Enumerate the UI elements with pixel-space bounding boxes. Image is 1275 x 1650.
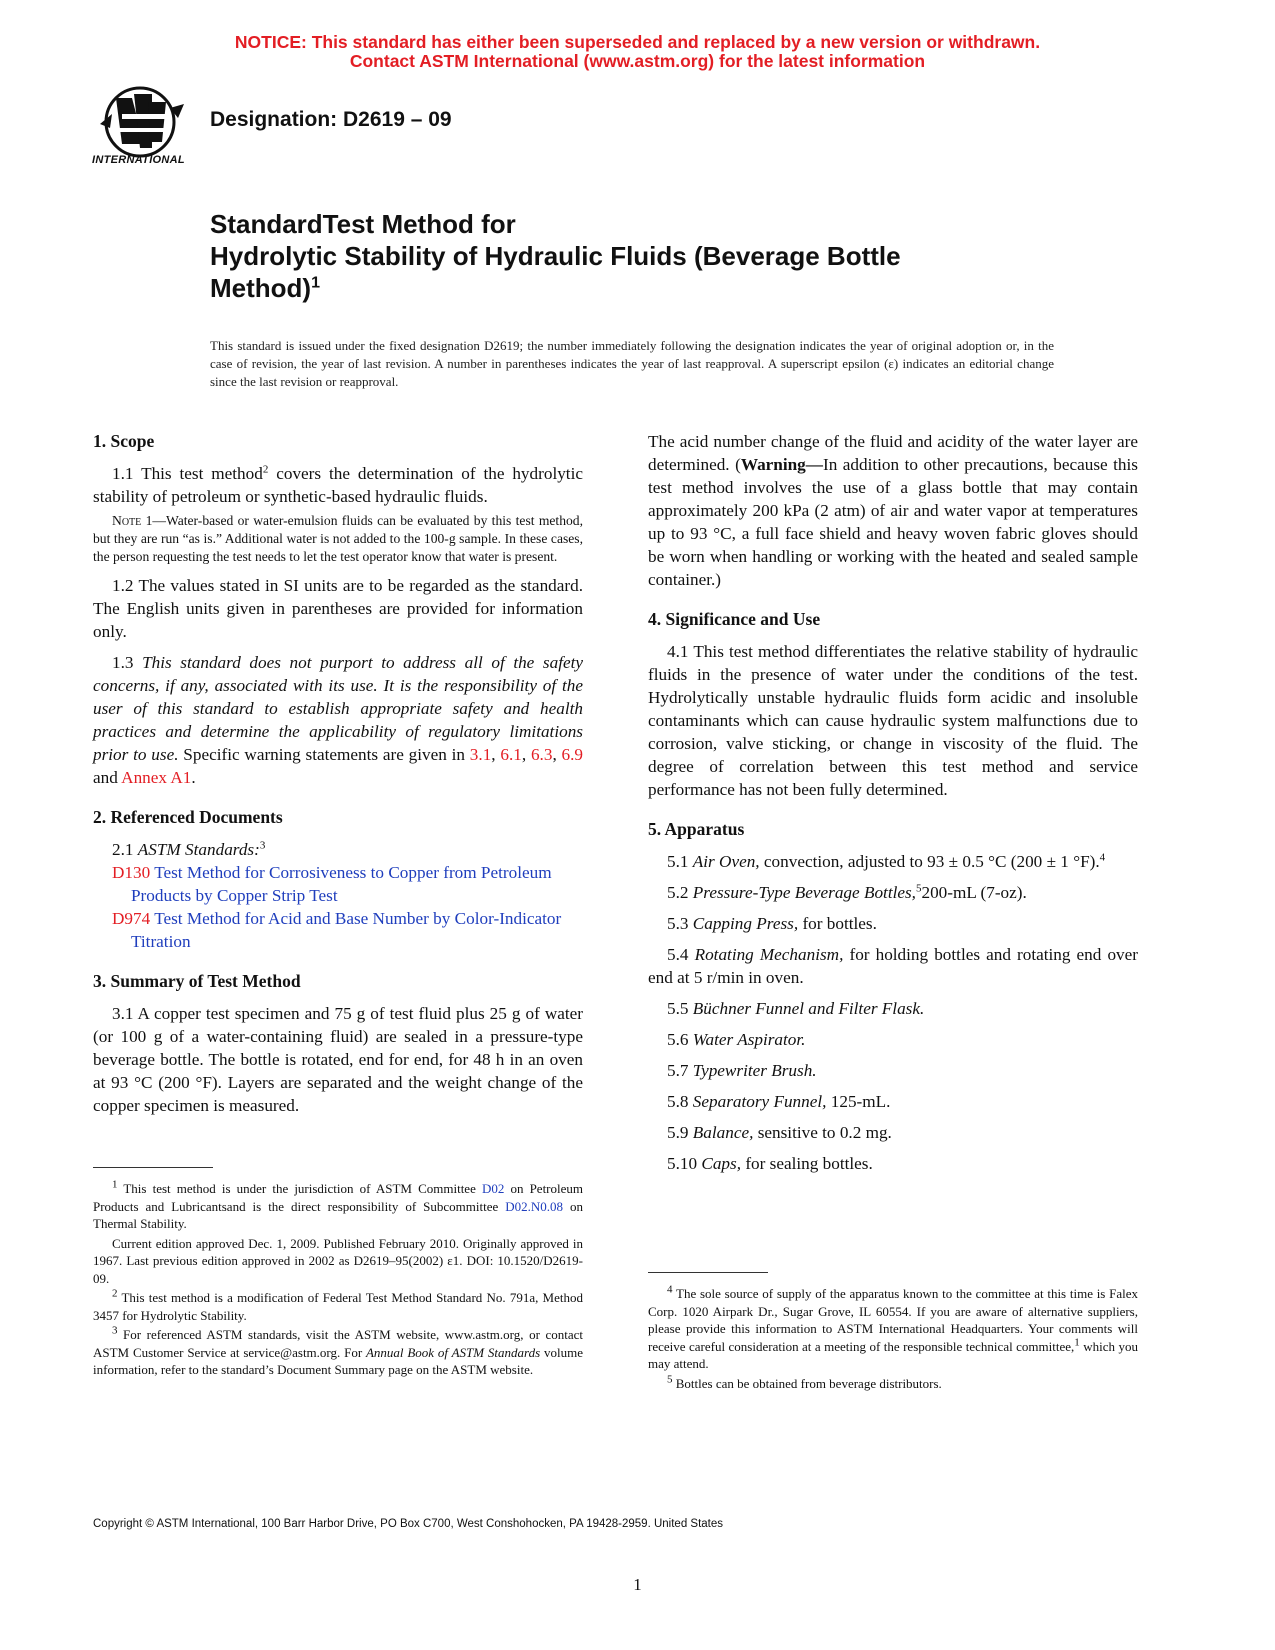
logo-text: INTERNATIONAL — [92, 154, 185, 166]
link-d130[interactable]: D130 — [112, 863, 151, 882]
link-d130-title[interactable]: Test Method for Corrosiveness to Copper from Petroleum Products by Copper Strip Test — [131, 863, 552, 905]
section-heading-significance: 4. Significance and Use — [648, 609, 821, 629]
paragraph-2-1: 2.1 ASTM Standards:$^3$ — [112, 839, 266, 859]
title-line-1: StandardTest Method for — [210, 209, 516, 239]
paragraph-1-3: 1.3 This standard does not purport to address all of the safety concerns, if any, associated with its use. It is the responsibility of the user of this standard to establish appropriate safety and health practices and determine the applicability of regulatory limitations prior to use. Specific warning statements are given in 3.1, 6.1, 6.3, 6.9 and Annex A1. — [93, 653, 584, 787]
footnote-2: $^2$ This test method is a modification of Federal Test Method Standard No. 791a, Method 3457 for Hydrolytic Stability. — [93, 1287, 583, 1323]
apparatus-item-5-10: 5.10 Caps, for sealing bottles. — [667, 1154, 873, 1173]
footnote-ref-2[interactable]: 2 — [262, 463, 269, 476]
footnotes-left — [93, 1180, 583, 1381]
left-column — [93, 430, 583, 1117]
apparatus-item-5-8: 5.8 Separatory Funnel, 125-mL. — [667, 1092, 891, 1111]
designation: Designation: D2619 – 09 — [210, 108, 452, 131]
footnote-separator-right — [648, 1272, 768, 1273]
link-d974-title[interactable]: Test Method for Acid and Base Number by Color-Indicator Titration — [131, 909, 562, 951]
astm-international-logo — [92, 84, 198, 174]
footnote-separator-left — [93, 1167, 213, 1168]
apparatus-item-5-1: 5.1 Air Oven, convection, adjusted to 93 ± 0.5 °C (200 ± 1 °F).$^4$ — [667, 851, 1106, 871]
section-heading-apparatus: 5. Apparatus — [648, 819, 745, 839]
warning-label: Warning— — [740, 455, 823, 474]
right-column — [648, 430, 1138, 1183]
paragraph-4-1: 4.1 This test method differentiates the relative stability of hydraulic fluids in the presence of water under the conditions of the test. Hydrolytically unstable hydraulic fluids form acidic and insoluble contaminants which can cause hydraulic system malfunctions due to corrosion, valve sticking, or change in viscosity of the fluid. The degree of correlation between this test method and service performance has not been fully determined. — [648, 642, 1138, 799]
link-d02-n0-08[interactable]: D02.N0.08 — [505, 1198, 564, 1214]
link-6-3[interactable]: 6.3 — [530, 745, 553, 764]
supersession-notice — [0, 33, 1275, 71]
issuance-note: This standard is issued under the fixed designation D2619; the number immediately following the designation indicates the year of original adoption or, in the case of revision, the year of last revision. A number in parentheses indicates the year of last reapproval. A superscript epsilon (ε) indicates an editorial change since the last revision or reapproval. — [210, 338, 1054, 389]
footnote-1-edition: Current edition approved Dec. 1, 2009. Published February 2010. Originally approved in 1967. Last previous edition approved in 2002 as D2619–95(2002) ε1. DOI: 10.1520/D2619-09. — [93, 1235, 583, 1286]
paragraph-3-1: 3.1 A copper test specimen and 75 g of test fluid plus 25 g of water (or 100 g of a water-containing fluid) are sealed in a pressure-type beverage bottle. The bottle is rotated, end for end, for 48 h in an oven at 93 °C (200 °F). Layers are separated and the weight change of the copper specimen is measured. — [93, 1004, 583, 1115]
apparatus-item-5-3: 5.3 Capping Press, for bottles. — [667, 914, 877, 933]
footnote-4: $^4$ The sole source of supply of the apparatus known to the committee at this time is Falex Corp. 1020 Airpark Dr., Sugar Grove, IL 60554. If you are aware of alternative suppliers, please provide this information to ASTM International Headquarters. Your comments will receive careful consideration at a meeting of the responsible technical committee,$^1$ which you may attend. — [648, 1283, 1138, 1371]
footnote-3: $^3$ For referenced ASTM standards, visit the ASTM website, www.astm.org, or contact ASTM Customer Service at service@astm.org. For Annual Book of ASTM Standards volume information, refer to the standard’s Document Summary page on the ASTM website. — [93, 1324, 584, 1377]
title-line-2: Hydrolytic Stability of Hydraulic Fluids (Beverage Bottle — [210, 241, 901, 271]
apparatus-item-5-2: 5.2 Pressure-Type Beverage Bottles,$^5$200-mL (7-oz). — [667, 882, 1027, 902]
footnote-ref-4[interactable]: 4 — [1099, 851, 1106, 864]
link-d02[interactable]: D02 — [481, 1181, 505, 1196]
document-title — [210, 208, 1070, 304]
apparatus-item-5-6: 5.6 Water Aspirator. — [667, 1030, 806, 1049]
footnote-1: $^1$ This test method is under the jurisdiction of ASTM Committee D02 on Petroleum Products and Lubricantsand is the direct responsibility of Subcommittee D02.N0.08 on Thermal Stability. — [93, 1178, 584, 1231]
section-heading-scope: 1. Scope — [93, 431, 155, 451]
paragraph-1-1: 1.1 This test method$^2$ covers the determination of the hydrolytic stability of petroleum or synthetic-based hydraulic fluids. — [93, 463, 583, 506]
title-footnote-ref[interactable]: 1 — [311, 274, 320, 292]
note-1: Note 1—Water-based or water-emulsion fluids can be evaluated by this test method, but they are run “as is.” Additional water is not added to the 100-g sample. In these cases, the person requesting the test needs to let the test operator know that water is present. — [93, 513, 583, 564]
link-d974[interactable]: D974 — [112, 909, 151, 928]
apparatus-item-5-4: 5.4 Rotating Mechanism, for holding bottles and rotating end over end at 5 r/min in oven. — [648, 945, 1138, 987]
page-number: 1 — [633, 1575, 642, 1594]
footnote-5: $^5$ Bottles can be obtained from beverage distributors. — [667, 1373, 942, 1391]
footnotes-right — [648, 1285, 1138, 1394]
link-6-9[interactable]: 6.9 — [561, 745, 584, 764]
apparatus-item-5-7: 5.7 Typewriter Brush. — [667, 1061, 817, 1080]
link-6-1[interactable]: 6.1 — [500, 745, 522, 764]
notice-line-2: Contact ASTM International (www.astm.org) for the latest information — [349, 51, 926, 71]
paragraph-3-1-continued: The acid number change of the fluid and acidity of the water layer are determined. (Warning—In addition to other precautions, because this test method involves the use of a glass bottle that may contain approximately 200 kPa (2 atm) of air and water vapor at temperatures up to 93 °C, a full face shield and heavy woven fabric gloves should be worn when handling or working with the heated and sealed sample container.) — [648, 432, 1138, 589]
reference-d974 — [93, 907, 583, 953]
title-line-3: Method) — [210, 273, 312, 303]
section-heading-summary: 3. Summary of Test Method — [93, 971, 301, 991]
copyright-line: Copyright © ASTM International, 100 Barr Harbor Drive, PO Box C700, West Conshohocken, PA 19428-2959. United States — [93, 1518, 724, 1530]
footnote-ref-5[interactable]: 5 — [915, 882, 922, 895]
apparatus-item-5-5: 5.5 Büchner Funnel and Filter Flask. — [667, 999, 925, 1018]
notice-line-1: NOTICE: This standard has either been superseded and replaced by a new version or withdrawn. — [234, 32, 1041, 52]
section-heading-referenced-documents: 2. Referenced Documents — [93, 807, 283, 827]
paragraph-1-2: 1.2 The values stated in SI units are to be regarded as the standard. The English units given in parentheses are provided for information only. — [93, 576, 583, 641]
link-3-1[interactable]: 3.1 — [469, 745, 492, 764]
footnote-ref-3[interactable]: 3 — [259, 839, 266, 852]
reference-d130 — [93, 861, 583, 907]
link-annex-a1[interactable]: Annex A1 — [121, 768, 192, 787]
apparatus-item-5-9: 5.9 Balance, sensitive to 0.2 mg. — [667, 1123, 892, 1142]
